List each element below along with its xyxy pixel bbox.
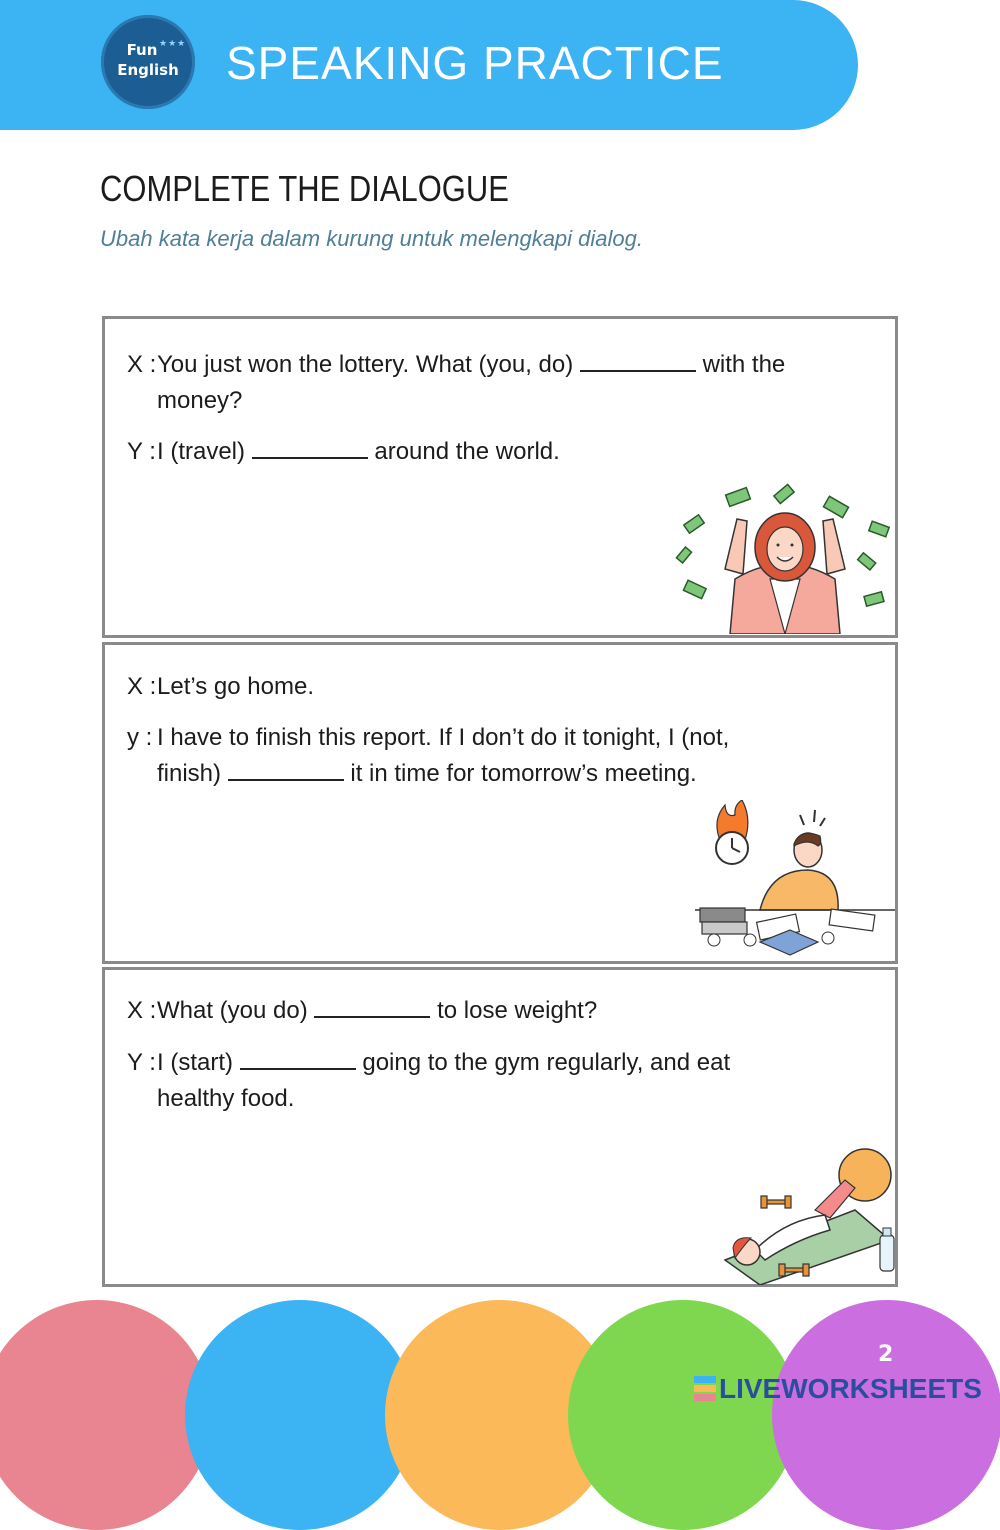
line-text: You just won the lottery. What (you, do) — [157, 351, 574, 378]
line-text: finish) — [157, 760, 222, 787]
liveworksheets-logo-icon — [694, 1376, 716, 1402]
line-text: I (travel) — [157, 438, 246, 465]
line-text: around the world. — [374, 438, 560, 465]
speaker-label: X : — [127, 351, 157, 378]
dialogue-line — [127, 347, 865, 419]
line-text: money? — [157, 387, 243, 414]
footer-circle-pink — [0, 1300, 212, 1530]
footer-circle-purple — [772, 1300, 1000, 1530]
dialogue-line — [127, 669, 865, 705]
answer-blank[interactable] — [252, 435, 368, 459]
dialogue-box-2 — [102, 642, 898, 964]
instruction-text: Ubah kata kerja dalam kurung untuk melengkapi dialog. — [100, 226, 643, 251]
dialogue-line — [127, 993, 865, 1029]
speaker-label: Y : — [127, 438, 156, 465]
fun-english-logo — [101, 15, 195, 109]
stressed-worker-deadline-illustration — [690, 800, 900, 960]
dialogue-box-3 — [102, 967, 898, 1287]
line-text: I have to finish this report. If I don’t do it tonight, I (not, — [157, 724, 730, 751]
line-text: healthy food. — [157, 1085, 295, 1112]
line-text: it in time for tomorrow’s meeting. — [350, 760, 697, 787]
answer-blank[interactable] — [240, 1046, 356, 1070]
brand-text: LIVEWORKSHEETS — [719, 1373, 982, 1404]
line-text: What (you do) — [157, 997, 308, 1024]
answer-blank[interactable] — [580, 348, 696, 372]
dialogue-line — [127, 1045, 865, 1117]
header-banner — [0, 0, 858, 130]
speaker-label: X : — [127, 997, 157, 1024]
speaker-label: y : — [127, 724, 153, 751]
stars-icon: ★★★ — [159, 39, 187, 49]
dialogue-box-1 — [102, 316, 898, 638]
answer-blank[interactable] — [314, 994, 430, 1018]
line-text: going to the gym regularly, and eat — [362, 1049, 731, 1076]
footer-circle-green — [568, 1300, 798, 1530]
section-title: COMPLETE THE DIALOGUE — [100, 168, 509, 209]
speaker-label: Y : — [127, 1049, 156, 1076]
liveworksheets-brand[interactable] — [694, 1374, 982, 1404]
logo-line1: Fun — [126, 41, 158, 59]
page-number: 2 — [878, 1342, 894, 1367]
line-text: Let’s go home. — [157, 673, 314, 700]
footer-circle-blue — [185, 1300, 415, 1530]
logo-line2: English — [117, 61, 179, 79]
page-title: SPEAKING PRACTICE — [226, 37, 724, 89]
dialogue-line — [127, 720, 865, 792]
exhausted-woman-exercise-mat-illustration — [705, 1140, 900, 1285]
line-text: with the — [702, 351, 786, 378]
answer-blank[interactable] — [228, 757, 344, 781]
line-text: I (start) — [157, 1049, 233, 1076]
line-text: to lose weight? — [437, 997, 598, 1024]
woman-celebrating-money-illustration — [675, 479, 895, 634]
speaker-label: X : — [127, 673, 157, 700]
dialogue-line — [127, 434, 865, 470]
